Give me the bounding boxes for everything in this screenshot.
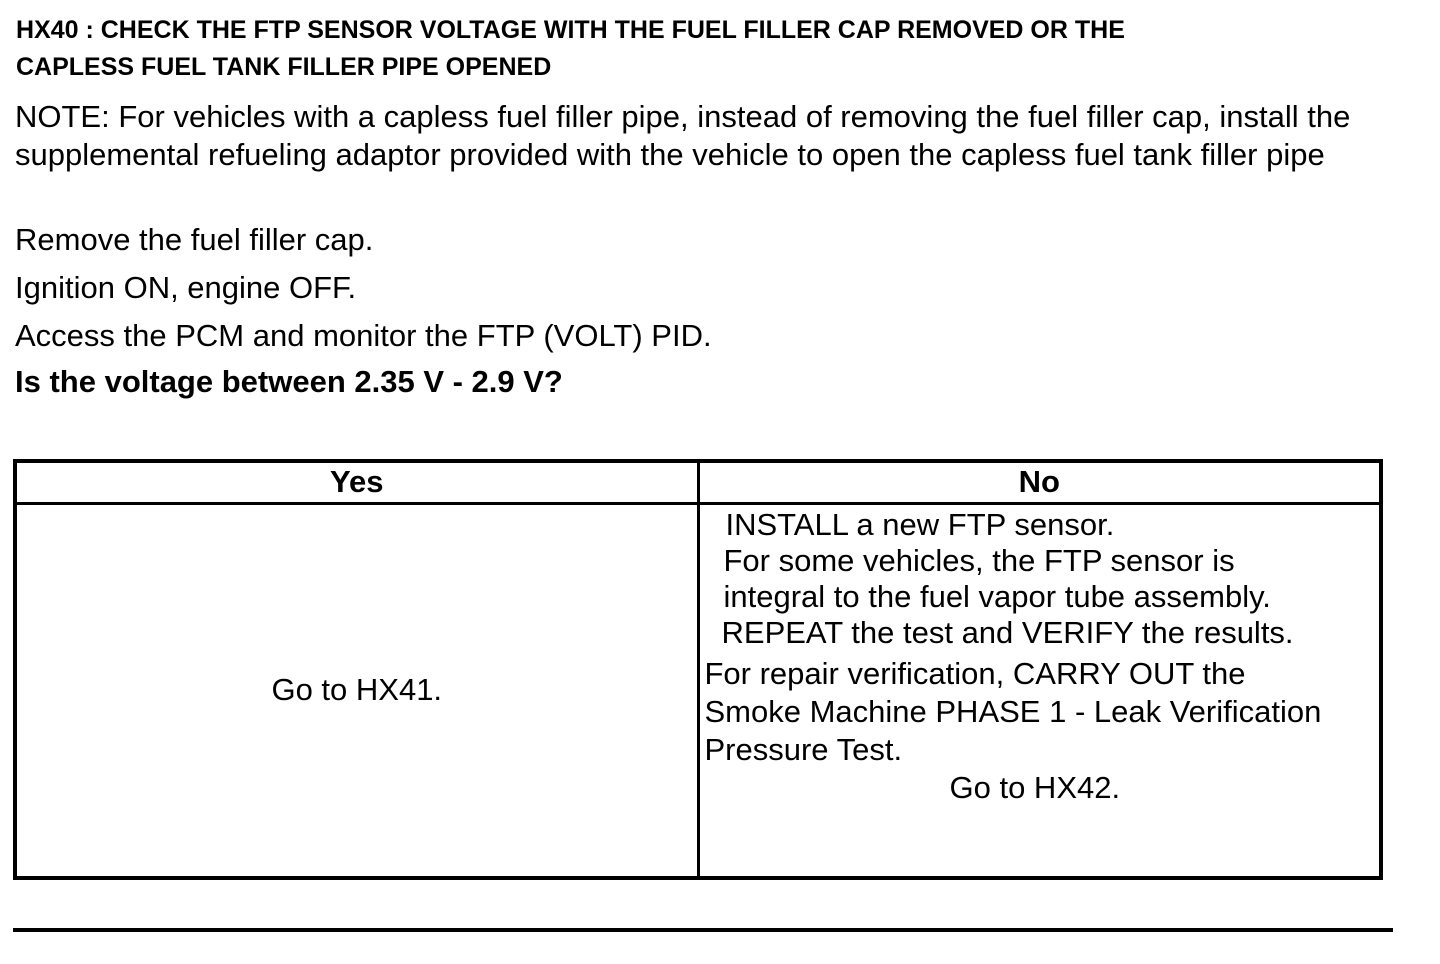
no-header: No [698,461,1381,503]
no-line-pressure-test: Pressure Test. [704,731,903,767]
no-line-smoke-machine: Smoke Machine PHASE 1 - Leak Verification [704,693,1322,729]
no-line-install: INSTALL a new FTP sensor. [725,506,1115,542]
table-row [15,503,1381,878]
table-header-row [15,461,1381,503]
instruction-remove-cap: Remove the fuel filler cap. [15,222,374,257]
bottom-divider [13,928,1393,932]
no-cell [698,503,1381,878]
instruction-monitor-pid: Access the PCM and monitor the FTP (VOLT) PID. [15,318,712,353]
instruction-ignition: Ignition ON, engine OFF. [15,270,357,305]
yes-header: Yes [15,461,698,503]
no-line-integral: integral to the fuel vapor tube assembly. [723,578,1271,614]
note-text: NOTE: For vehicles with a capless fuel filler pipe, instead of removing the fuel filler cap, install the supplemental refueling adaptor provided with the vehicle to open the capless fuel tank filler pipe [15,99,1351,172]
step-heading [16,12,1316,86]
no-line-repair-verification: For repair verification, CARRY OUT the [704,655,1246,691]
no-line-some-vehicles: For some vehicles, the FTP sensor is [723,542,1235,578]
step-heading-line-1: HX40 : CHECK THE FTP SENSOR VOLTAGE WITH THE FUEL FILLER CAP REMOVED OR THE [16,16,1125,44]
no-action-goto: Go to HX42. [949,769,1121,805]
no-cell-content [700,505,1380,875]
result-table [13,459,1383,880]
test-question: Is the voltage between 2.35 V - 2.9 V? [15,364,563,399]
no-line-repeat: REPEAT the test and VERIFY the results. [721,614,1294,650]
yes-cell [15,503,698,878]
yes-action: Go to HX41. [271,672,443,708]
step-heading-line-2: CAPLESS FUEL TANK FILLER PIPE OPENED [16,53,552,81]
